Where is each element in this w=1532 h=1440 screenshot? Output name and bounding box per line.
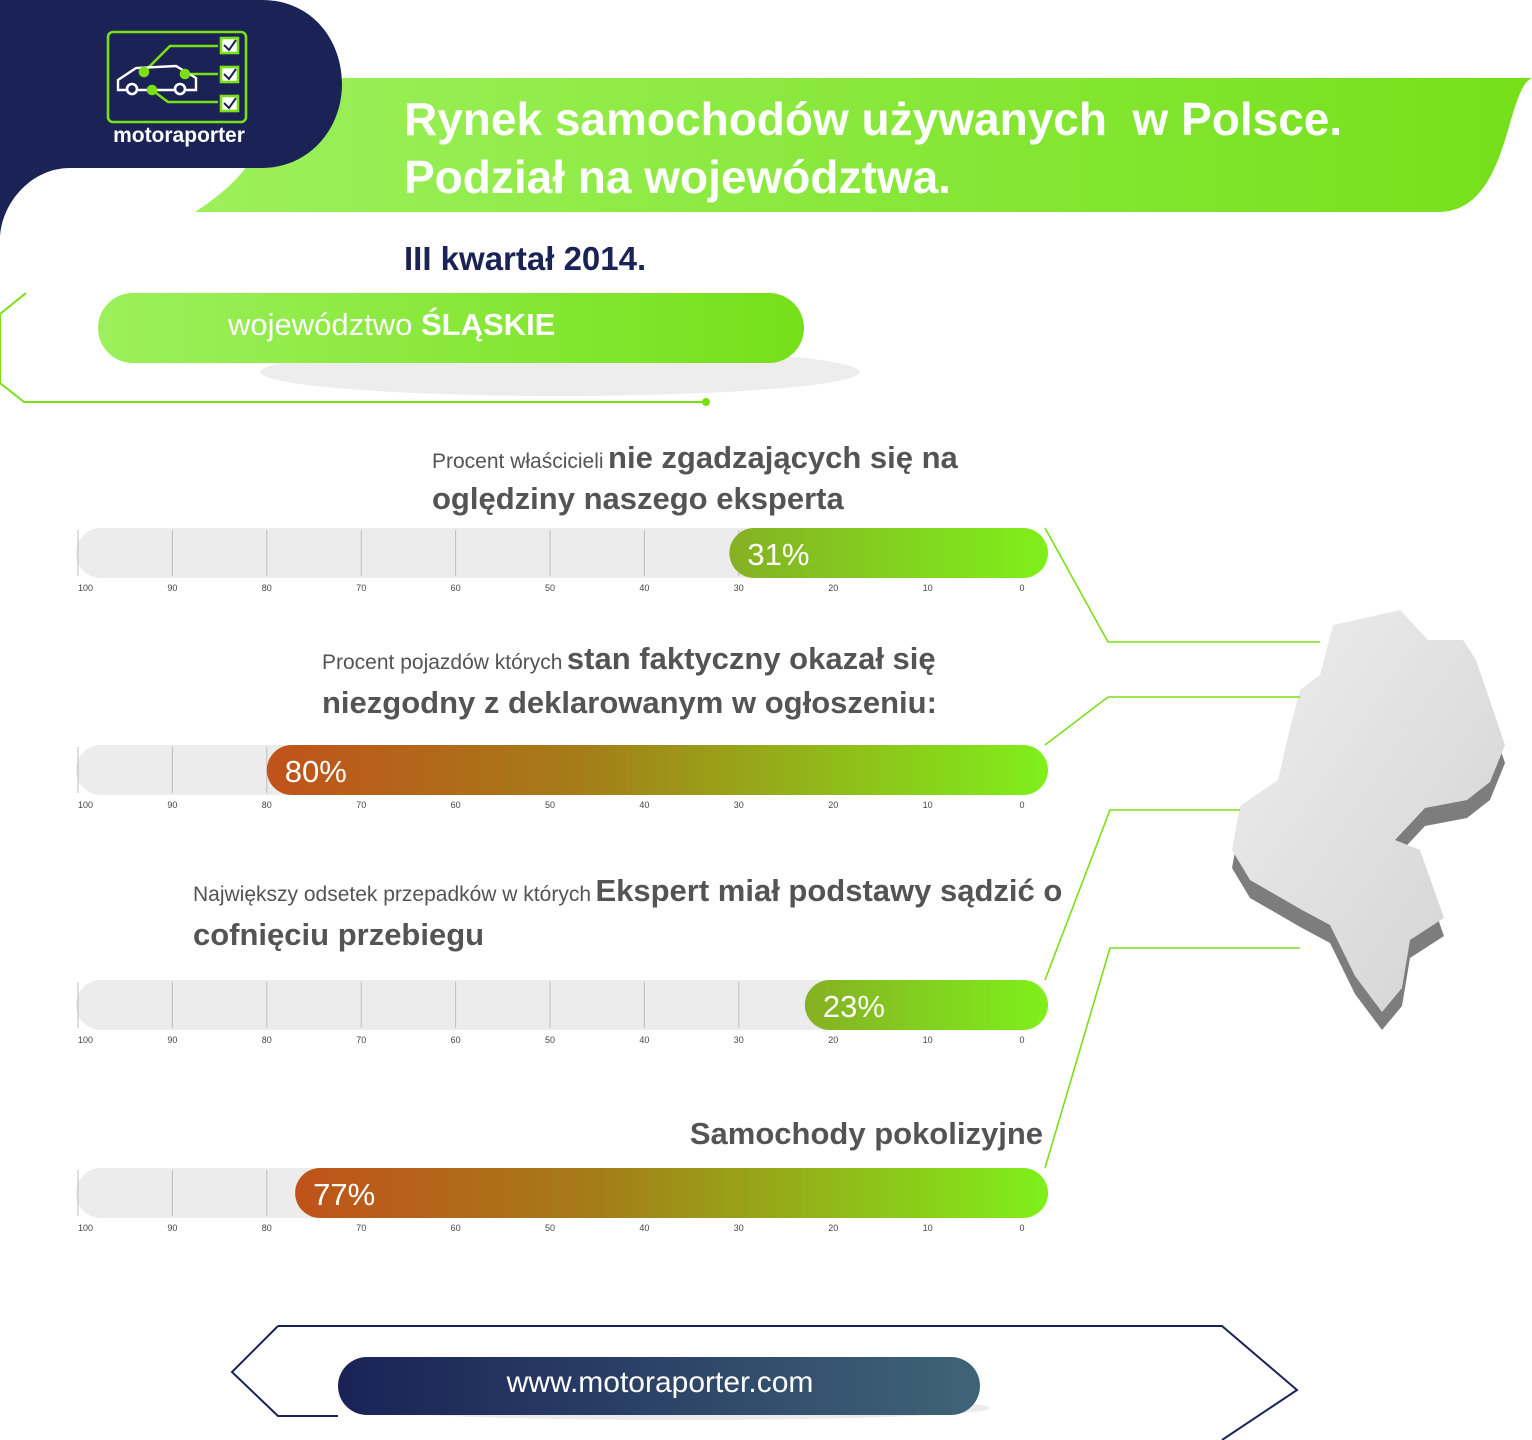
question-2-bold: stan faktyczny okazał się niezgodny z deklarowanym w ogłoszeniu:: [322, 641, 937, 720]
tick-label: 20: [828, 1223, 839, 1233]
tick-label: 20: [828, 583, 839, 593]
question-4: [540, 1115, 1043, 1159]
tick-label: 60: [450, 1035, 461, 1045]
title-line-1: Rynek samochodów używanych w Polsce.: [404, 93, 1343, 145]
region-map-silesia: [1232, 610, 1505, 1030]
tick-label: 0: [1019, 1035, 1025, 1045]
region-name: ŚLĄSKIE: [421, 307, 556, 342]
bar-value-label-4: 77%: [313, 1177, 376, 1212]
question-3-bold: Ekspert miał podstawy sądzić o cofnięciu przebiegu: [193, 873, 1063, 952]
region-prefix: województwo: [228, 307, 413, 342]
website-link[interactable]: www.motoraporter.com: [506, 1366, 814, 1399]
tick-label: 20: [828, 1035, 839, 1045]
question-3-normal: Największy odsetek przepadków w których: [193, 883, 591, 906]
tick-label: 60: [450, 583, 461, 593]
tick-label: 50: [544, 1035, 556, 1045]
tick-label: 80: [261, 583, 272, 593]
tick-label: 40: [639, 583, 650, 593]
brand-name: motoraporter: [113, 124, 245, 147]
tick-label: 10: [922, 800, 933, 810]
bar-value-label-3: 23%: [822, 989, 885, 1024]
bar-value-label-1: 31%: [747, 537, 810, 572]
question-1-bold: nie zgadzających się na oględziny naszego eksperta: [432, 440, 958, 516]
tick-label: 90: [167, 1035, 178, 1045]
tick-label: 100: [78, 800, 94, 810]
tick-label: 30: [733, 1223, 744, 1233]
tick-label: 90: [167, 583, 178, 593]
tick-label: 60: [450, 800, 461, 810]
tick-label: 70: [356, 800, 367, 810]
bar-value-label-2: 80%: [284, 754, 347, 789]
question-1: [432, 440, 1072, 522]
bar-4: [295, 1168, 1048, 1218]
quarter-label: III kwartał 2014.: [404, 240, 647, 277]
tick-label: 80: [261, 1035, 272, 1045]
tick-label: 30: [733, 1035, 744, 1045]
tick-label: 30: [733, 800, 744, 810]
tick-label: 90: [167, 1223, 178, 1233]
question-3: [193, 872, 1073, 960]
tick-label: 70: [356, 1035, 367, 1045]
tick-label: 0: [1019, 583, 1025, 593]
tick-label: 50: [544, 583, 556, 593]
tick-label: 90: [167, 800, 178, 810]
tick-label: 80: [261, 800, 272, 810]
tick-label: 60: [450, 1223, 461, 1233]
tick-label: 0: [1019, 800, 1025, 810]
tick-label: 40: [639, 1223, 650, 1233]
tick-label: 0: [1019, 1223, 1025, 1233]
tick-label: 80: [261, 1223, 272, 1233]
tick-label: 100: [78, 1035, 94, 1045]
tick-label: 40: [639, 800, 650, 810]
tick-label: 20: [828, 800, 839, 810]
tick-label: 100: [78, 583, 94, 593]
tick-label: 30: [733, 583, 744, 593]
tick-label: 100: [78, 1223, 94, 1233]
tick-label: 50: [544, 1223, 556, 1233]
question-2: [322, 640, 1082, 728]
page-title: [404, 90, 1342, 206]
question-1-normal: Procent właścicieli: [432, 450, 604, 473]
title-line-2: Podział na województwa.: [404, 151, 951, 203]
tick-label: 10: [922, 1035, 933, 1045]
question-4-bold: Samochody pokolizyjne: [689, 1116, 1043, 1151]
tick-label: 10: [922, 1223, 933, 1233]
question-2-normal: Procent pojazdów których: [322, 651, 563, 674]
tick-label: 70: [356, 1223, 367, 1233]
tick-label: 40: [639, 1035, 650, 1045]
tick-label: 10: [922, 583, 933, 593]
tick-label: 50: [544, 800, 556, 810]
bar-2: [267, 745, 1048, 795]
region-label: [228, 307, 555, 343]
tick-label: 70: [356, 583, 367, 593]
